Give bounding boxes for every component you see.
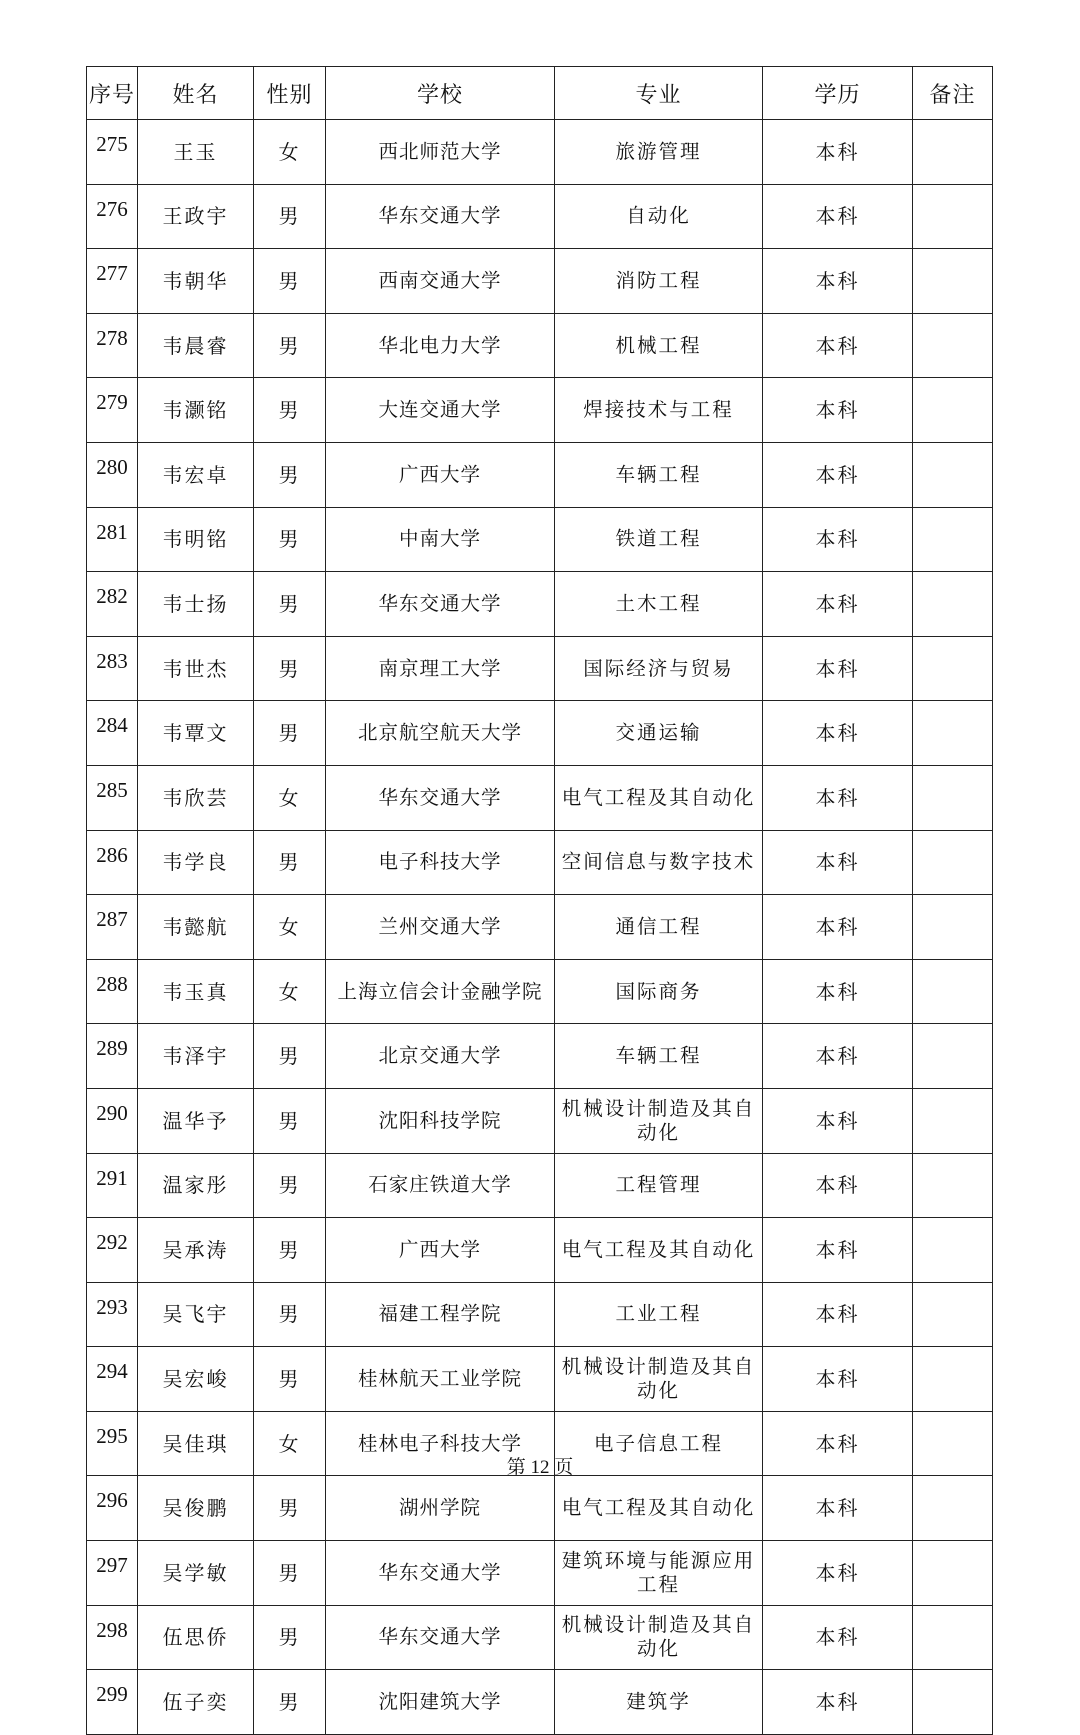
cell-seq: 297 [87, 1541, 138, 1606]
table-row [87, 701, 993, 766]
cell-major: 机械设计制造及其自动化 [555, 1347, 763, 1412]
cell-gender: 男 [254, 442, 326, 507]
cell-degree: 本科 [763, 895, 913, 960]
cell-remark [913, 1218, 993, 1283]
cell-school: 桂林电子科技大学 [326, 1411, 555, 1476]
cell-remark [913, 313, 993, 378]
cell-name: 吴宏峻 [138, 1347, 254, 1412]
cell-name: 韦玉真 [138, 959, 254, 1024]
cell-degree: 本科 [763, 1024, 913, 1089]
cell-name: 韦宏卓 [138, 442, 254, 507]
cell-degree: 本科 [763, 507, 913, 572]
cell-seq: 293 [87, 1282, 138, 1347]
cell-seq: 281 [87, 507, 138, 572]
cell-school: 中南大学 [326, 507, 555, 572]
cell-name: 韦士扬 [138, 572, 254, 637]
cell-seq: 286 [87, 830, 138, 895]
cell-remark [913, 1088, 993, 1153]
cell-remark [913, 1605, 993, 1670]
table-row [87, 378, 993, 443]
cell-major: 机械设计制造及其自动化 [555, 1605, 763, 1670]
cell-gender: 女 [254, 1411, 326, 1476]
cell-name: 韦世杰 [138, 636, 254, 701]
cell-degree: 本科 [763, 636, 913, 701]
table-row [87, 507, 993, 572]
cell-school: 西北师范大学 [326, 120, 555, 185]
cell-remark [913, 1024, 993, 1089]
cell-seq: 279 [87, 378, 138, 443]
cell-remark [913, 830, 993, 895]
cell-remark [913, 507, 993, 572]
cell-gender: 男 [254, 572, 326, 637]
cell-seq: 280 [87, 442, 138, 507]
cell-remark [913, 1153, 993, 1218]
cell-major: 交通运输 [555, 701, 763, 766]
table-row [87, 895, 993, 960]
table-row [87, 120, 993, 185]
cell-gender: 男 [254, 378, 326, 443]
cell-name: 韦学良 [138, 830, 254, 895]
header-school: 学校 [326, 67, 555, 120]
cell-name: 王政宇 [138, 184, 254, 249]
cell-seq: 288 [87, 959, 138, 1024]
cell-major: 消防工程 [555, 249, 763, 314]
cell-remark [913, 1476, 993, 1541]
table-row [87, 765, 993, 830]
cell-remark [913, 701, 993, 766]
cell-remark [913, 1541, 993, 1606]
cell-seq: 287 [87, 895, 138, 960]
cell-degree: 本科 [763, 830, 913, 895]
cell-school: 华北电力大学 [326, 313, 555, 378]
cell-remark [913, 249, 993, 314]
cell-school: 华东交通大学 [326, 765, 555, 830]
cell-remark [913, 765, 993, 830]
header-major: 专业 [555, 67, 763, 120]
cell-school: 北京航空航天大学 [326, 701, 555, 766]
cell-degree: 本科 [763, 765, 913, 830]
cell-degree: 本科 [763, 1347, 913, 1412]
cell-major: 国际商务 [555, 959, 763, 1024]
cell-degree: 本科 [763, 572, 913, 637]
cell-name: 吴学敏 [138, 1541, 254, 1606]
table-row [87, 1282, 993, 1347]
cell-name: 韦明铭 [138, 507, 254, 572]
cell-remark [913, 959, 993, 1024]
cell-school: 沈阳建筑大学 [326, 1670, 555, 1735]
cell-seq: 275 [87, 120, 138, 185]
cell-gender: 男 [254, 1088, 326, 1153]
cell-degree: 本科 [763, 1218, 913, 1283]
table-row [87, 1088, 993, 1153]
cell-seq: 290 [87, 1088, 138, 1153]
cell-remark [913, 378, 993, 443]
header-row [87, 67, 993, 120]
cell-school: 石家庄铁道大学 [326, 1153, 555, 1218]
table-row [87, 313, 993, 378]
cell-degree: 本科 [763, 1670, 913, 1735]
cell-major: 国际经济与贸易 [555, 636, 763, 701]
cell-degree: 本科 [763, 959, 913, 1024]
cell-school: 上海立信会计金融学院 [326, 959, 555, 1024]
cell-remark [913, 1282, 993, 1347]
cell-name: 韦朝华 [138, 249, 254, 314]
cell-remark [913, 895, 993, 960]
cell-gender: 男 [254, 1153, 326, 1218]
cell-major: 土木工程 [555, 572, 763, 637]
table-row [87, 1541, 993, 1606]
cell-seq: 277 [87, 249, 138, 314]
table-row [87, 959, 993, 1024]
cell-major: 电气工程及其自动化 [555, 765, 763, 830]
cell-school: 福建工程学院 [326, 1282, 555, 1347]
cell-remark [913, 442, 993, 507]
cell-name: 温家彤 [138, 1153, 254, 1218]
cell-name: 王玉 [138, 120, 254, 185]
cell-name: 吴承涛 [138, 1218, 254, 1283]
table-row [87, 1024, 993, 1089]
cell-gender: 男 [254, 184, 326, 249]
cell-seq: 295 [87, 1411, 138, 1476]
cell-name: 韦欣芸 [138, 765, 254, 830]
cell-major: 焊接技术与工程 [555, 378, 763, 443]
cell-gender: 女 [254, 895, 326, 960]
header-remark: 备注 [913, 67, 993, 120]
cell-name: 吴俊鹏 [138, 1476, 254, 1541]
cell-major: 工业工程 [555, 1282, 763, 1347]
cell-major: 旅游管理 [555, 120, 763, 185]
cell-name: 吴飞宇 [138, 1282, 254, 1347]
cell-school: 广西大学 [326, 1218, 555, 1283]
cell-degree: 本科 [763, 120, 913, 185]
table-row [87, 830, 993, 895]
cell-seq: 276 [87, 184, 138, 249]
cell-remark [913, 572, 993, 637]
cell-degree: 本科 [763, 1605, 913, 1670]
cell-school: 兰州交通大学 [326, 895, 555, 960]
cell-seq: 294 [87, 1347, 138, 1412]
cell-seq: 283 [87, 636, 138, 701]
cell-gender: 男 [254, 1218, 326, 1283]
cell-seq: 284 [87, 701, 138, 766]
cell-name: 温华予 [138, 1088, 254, 1153]
cell-gender: 男 [254, 1476, 326, 1541]
roster-table [86, 66, 993, 1735]
cell-seq: 278 [87, 313, 138, 378]
cell-gender: 男 [254, 1347, 326, 1412]
cell-degree: 本科 [763, 1411, 913, 1476]
cell-school: 华东交通大学 [326, 184, 555, 249]
table-row [87, 184, 993, 249]
cell-degree: 本科 [763, 378, 913, 443]
cell-gender: 男 [254, 1024, 326, 1089]
cell-name: 韦覃文 [138, 701, 254, 766]
cell-school: 华东交通大学 [326, 572, 555, 637]
cell-gender: 男 [254, 313, 326, 378]
cell-school: 大连交通大学 [326, 378, 555, 443]
cell-gender: 男 [254, 1605, 326, 1670]
cell-major: 电气工程及其自动化 [555, 1476, 763, 1541]
cell-degree: 本科 [763, 442, 913, 507]
cell-school: 电子科技大学 [326, 830, 555, 895]
cell-seq: 292 [87, 1218, 138, 1283]
table-row [87, 1670, 993, 1735]
cell-degree: 本科 [763, 313, 913, 378]
cell-major: 机械设计制造及其自动化 [555, 1088, 763, 1153]
table-body [87, 120, 993, 1735]
cell-school: 西南交通大学 [326, 249, 555, 314]
header-gender: 性别 [254, 67, 326, 120]
cell-seq: 282 [87, 572, 138, 637]
table-row [87, 1347, 993, 1412]
cell-name: 韦晨睿 [138, 313, 254, 378]
cell-name: 吴佳琪 [138, 1411, 254, 1476]
cell-gender: 女 [254, 120, 326, 185]
page-number: 第 12 页 [506, 1457, 574, 1478]
cell-degree: 本科 [763, 701, 913, 766]
cell-school: 华东交通大学 [326, 1605, 555, 1670]
cell-major: 空间信息与数字技术 [555, 830, 763, 895]
cell-school: 桂林航天工业学院 [326, 1347, 555, 1412]
cell-school: 沈阳科技学院 [326, 1088, 555, 1153]
cell-gender: 男 [254, 701, 326, 766]
cell-degree: 本科 [763, 184, 913, 249]
cell-gender: 男 [254, 1282, 326, 1347]
table-row [87, 442, 993, 507]
cell-degree: 本科 [763, 249, 913, 314]
table-row [87, 249, 993, 314]
cell-gender: 男 [254, 249, 326, 314]
cell-remark [913, 636, 993, 701]
cell-major: 自动化 [555, 184, 763, 249]
table-row [87, 1476, 993, 1541]
cell-major: 电气工程及其自动化 [555, 1218, 763, 1283]
cell-seq: 285 [87, 765, 138, 830]
cell-seq: 298 [87, 1605, 138, 1670]
table-row [87, 636, 993, 701]
cell-seq: 289 [87, 1024, 138, 1089]
cell-gender: 男 [254, 636, 326, 701]
cell-degree: 本科 [763, 1282, 913, 1347]
table-row [87, 572, 993, 637]
cell-name: 伍子奕 [138, 1670, 254, 1735]
cell-major: 车辆工程 [555, 442, 763, 507]
table-row [87, 1605, 993, 1670]
cell-gender: 男 [254, 507, 326, 572]
table-row [87, 1218, 993, 1283]
cell-remark [913, 1670, 993, 1735]
cell-major: 建筑学 [555, 1670, 763, 1735]
cell-degree: 本科 [763, 1541, 913, 1606]
cell-gender: 女 [254, 959, 326, 1024]
cell-gender: 男 [254, 1670, 326, 1735]
cell-degree: 本科 [763, 1153, 913, 1218]
cell-major: 电子信息工程 [555, 1411, 763, 1476]
cell-gender: 女 [254, 765, 326, 830]
header-degree: 学历 [763, 67, 913, 120]
cell-seq: 291 [87, 1153, 138, 1218]
header-name: 姓名 [138, 67, 254, 120]
cell-school: 南京理工大学 [326, 636, 555, 701]
cell-seq: 296 [87, 1476, 138, 1541]
cell-name: 韦懿航 [138, 895, 254, 960]
cell-major: 工程管理 [555, 1153, 763, 1218]
cell-school: 广西大学 [326, 442, 555, 507]
cell-major: 铁道工程 [555, 507, 763, 572]
cell-gender: 男 [254, 1541, 326, 1606]
cell-name: 伍思侨 [138, 1605, 254, 1670]
cell-degree: 本科 [763, 1476, 913, 1541]
cell-name: 韦泽宇 [138, 1024, 254, 1089]
cell-school: 湖州学院 [326, 1476, 555, 1541]
cell-major: 机械工程 [555, 313, 763, 378]
header-seq: 序号 [87, 67, 138, 120]
cell-name: 韦灏铭 [138, 378, 254, 443]
cell-remark [913, 184, 993, 249]
cell-school: 华东交通大学 [326, 1541, 555, 1606]
cell-degree: 本科 [763, 1088, 913, 1153]
table-row [87, 1153, 993, 1218]
cell-school: 北京交通大学 [326, 1024, 555, 1089]
cell-remark [913, 120, 993, 185]
cell-major: 通信工程 [555, 895, 763, 960]
cell-major: 建筑环境与能源应用工程 [555, 1541, 763, 1606]
cell-major: 车辆工程 [555, 1024, 763, 1089]
cell-seq: 299 [87, 1670, 138, 1735]
cell-gender: 男 [254, 830, 326, 895]
cell-remark [913, 1347, 993, 1412]
